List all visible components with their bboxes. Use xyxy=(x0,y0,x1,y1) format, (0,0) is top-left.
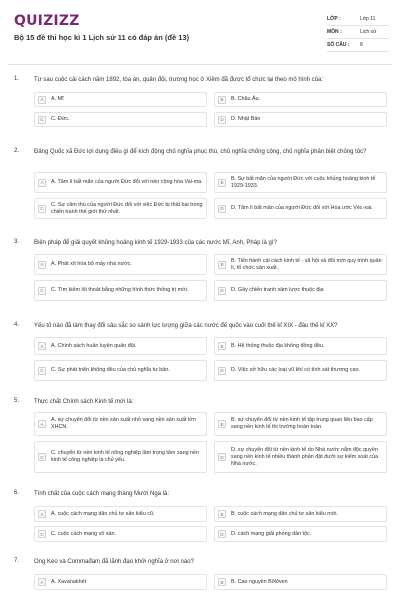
option-letter: B xyxy=(218,420,226,428)
option-letter: B xyxy=(218,96,226,104)
meta-row-grade xyxy=(327,13,389,26)
question-number: 7. xyxy=(14,558,20,564)
option-d[interactable] xyxy=(214,280,387,301)
option-letter: C xyxy=(38,205,46,213)
option-letter: D xyxy=(218,287,226,295)
question-text: Tính chất của cuộc cách mạng tháng Mười Nga là: xyxy=(34,491,170,497)
question-number: 4. xyxy=(14,322,20,328)
option-text: B. Sự bất mãn của người Đức với cuộc khủng hoảng kinh tế 1929-1933. xyxy=(231,175,376,189)
question-number: 2. xyxy=(14,148,20,154)
option-letter: A xyxy=(38,510,46,518)
question-number: 1. xyxy=(14,76,20,82)
option-a[interactable] xyxy=(34,574,207,590)
option-text: A. Mĩ xyxy=(51,96,64,102)
option-c[interactable] xyxy=(34,112,207,127)
option-a[interactable] xyxy=(34,506,207,522)
meta-row-subject xyxy=(327,26,389,39)
worksheet-title: Bộ 15 đề thi học kì 1 Lịch sử 11 có đáp án (đề 13) xyxy=(14,33,190,42)
option-text: A. Tâm lí bất mãn của người Đức đối với nền cộng hòa Vai-ma. xyxy=(51,179,203,185)
meta-value: Lớp 11 xyxy=(360,16,376,22)
option-letter: D xyxy=(218,205,226,213)
option-text: C. Tìm kiếm lối thoát bằng những hình thức thống trị mới. xyxy=(51,287,189,293)
option-c[interactable] xyxy=(34,441,207,473)
question-text: Biện pháp để giải quyết khủng hoảng kinh tế 1929-1933 của các nước Mĩ, Anh, Pháp là gì? xyxy=(34,240,277,246)
option-b[interactable] xyxy=(214,506,387,522)
option-b[interactable] xyxy=(214,412,387,436)
option-letter: C xyxy=(38,287,46,295)
option-text: B. sự chuyển đổi từ nền kinh tế tập trung quan liêu bao cấp sang nền kinh tế thị trường hoàn toàn. xyxy=(231,417,373,430)
option-text: D. cách mạng giải phóng dân tộc. xyxy=(231,530,312,537)
option-text: D. Gây chiến tranh xâm lược thuộc địa xyxy=(231,287,324,293)
option-letter: A xyxy=(38,342,46,350)
option-d[interactable] xyxy=(214,526,387,542)
option-c[interactable] xyxy=(34,360,207,381)
option-text: D. sự chuyển đổi từ nền kinh tế do Nhà nước nắm độc quyền sang nền kinh tế nhiều thành phần đặt dưới sự kiểm soát của Nhà nước. xyxy=(231,446,379,467)
quizizz-logo: QUIZIZZ xyxy=(14,13,80,29)
option-b[interactable] xyxy=(214,92,387,107)
option-b[interactable] xyxy=(214,337,387,355)
option-letter: C xyxy=(38,116,46,124)
question-text: Yếu tố nào đã làm thay đổi sâu sắc so sánh lực lượng giữa các nước đế quốc vào cuối thế kỉ XIX - đầu thế kỉ XX? xyxy=(34,323,338,329)
question-text: Đảng Quốc xã Đức lợi dụng điều gì để kích động chủ nghĩa phục thù, chủ nghĩa chống cộng, chủ nghĩa phân biệt chủng tộc? xyxy=(34,149,367,155)
option-letter: A xyxy=(38,179,46,187)
meta-label: LỚP : xyxy=(327,16,341,22)
question-number: 5. xyxy=(14,398,20,404)
meta-label: SỐ CÂU : xyxy=(327,42,350,48)
option-letter: B xyxy=(218,261,226,269)
option-text: C. Đức. xyxy=(51,116,70,122)
option-a[interactable] xyxy=(34,254,207,275)
option-text: A. sự chuyển đổi từ nền sản xuất nhỏ sang nền sản xuất lớn XHCN. xyxy=(51,417,196,430)
option-c[interactable] xyxy=(34,280,207,301)
option-d[interactable] xyxy=(214,198,387,219)
option-text: A. cuộc cách mạng dân chủ tư sản kiểu cũ. xyxy=(51,510,155,517)
option-text: C. chuyển từ nền kinh tế nông nghiệp lâm trọng tâm sang nền kinh tế công nghiệp là chủ yếu. xyxy=(51,450,200,463)
option-letter: A xyxy=(38,261,46,269)
option-text: D. Việc sở hữu các loại vũ khí có tính sát thương cao. xyxy=(231,367,360,373)
option-text: D. Nhật Bản xyxy=(231,116,261,122)
meta-row-count xyxy=(327,39,389,52)
meta-value: Lịch sử xyxy=(360,29,377,35)
option-letter: A xyxy=(38,578,46,586)
option-text: B. Tiến hành cải cách kinh tế - xã hội và đổi mới quy trình quản lí, tổ chức sản xuất. xyxy=(231,257,382,271)
meta-value: 8 xyxy=(360,42,363,48)
option-d[interactable] xyxy=(214,441,387,473)
option-letter: C xyxy=(38,367,46,375)
question-text: Từ sau cuộc cải cách năm 1892, tòa án, quân đội, trường học ở Xiêm đã được tổ chức lại theo mô hình của: xyxy=(34,77,324,83)
question-number: 6. xyxy=(14,490,20,496)
option-letter: D xyxy=(218,116,226,124)
option-a[interactable] xyxy=(34,337,207,355)
question-text: Thực chất Chính sách Kinh tế mới là: xyxy=(34,399,134,405)
option-b[interactable] xyxy=(214,574,387,590)
option-text: C. Sự phát triển không đều của chủ nghĩa tư bản. xyxy=(51,367,170,373)
option-a[interactable] xyxy=(34,412,207,436)
option-b[interactable] xyxy=(214,172,387,193)
option-c[interactable] xyxy=(34,198,207,219)
option-d[interactable] xyxy=(214,360,387,381)
option-letter: A xyxy=(38,96,46,104)
option-text: A. Phát xít hóa bộ máy nhà nước. xyxy=(51,261,132,267)
option-text: B. Hệ thống thuộc địa không đồng đều. xyxy=(231,342,325,349)
option-letter: B xyxy=(218,179,226,187)
option-text: B. cuộc cách mạng dân chủ tư sản kiểu mới. xyxy=(231,510,338,517)
option-letter: C xyxy=(38,453,46,461)
option-text: A. Chính sách huấn luyện quân đội. xyxy=(51,342,137,349)
question-number: 3. xyxy=(14,239,20,245)
question-text: Ong Keo và Commađam đã lãnh đạo khởi nghĩa ở nơi nào? xyxy=(34,559,194,565)
option-letter: D xyxy=(218,453,226,461)
option-a[interactable] xyxy=(34,172,207,193)
header-divider xyxy=(8,64,392,65)
option-text: D. Tâm lí bất mãn của người Đức đối với Hòa ước Véc-xai. xyxy=(231,205,373,211)
option-letter: A xyxy=(38,420,46,428)
option-letter: C xyxy=(38,530,46,538)
option-letter: B xyxy=(218,342,226,350)
option-b[interactable] xyxy=(214,254,387,275)
option-c[interactable] xyxy=(34,526,207,542)
option-text: B. Cao nguyên Bôlôven xyxy=(231,578,288,585)
option-text: A. Xavanakhét xyxy=(51,578,87,585)
option-letter: D xyxy=(218,530,226,538)
option-letter: D xyxy=(218,367,226,375)
option-letter: B xyxy=(218,510,226,518)
worksheet-meta xyxy=(327,13,389,52)
meta-label: MÔN : xyxy=(327,29,342,35)
option-letter: B xyxy=(218,578,226,586)
option-text: C. cuộc cách mạng vô sản. xyxy=(51,530,117,537)
option-a[interactable] xyxy=(34,92,207,107)
option-d[interactable] xyxy=(214,112,387,127)
option-text: B. Châu Âu. xyxy=(231,96,261,102)
option-text: C. Sự căm thù của người Đức đối với việc Đức bị thất bại trong chiến tranh thế giới thứ nhất. xyxy=(51,201,203,215)
